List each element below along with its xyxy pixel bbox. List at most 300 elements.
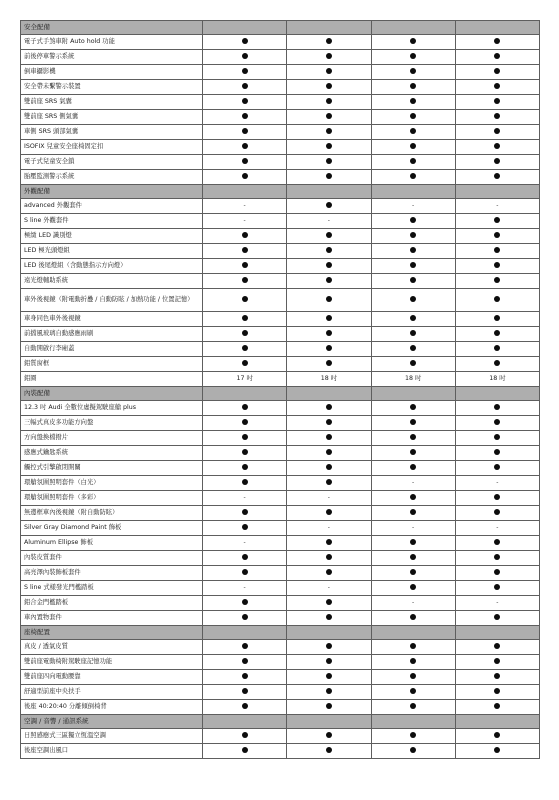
standard-dot-icon — [410, 554, 416, 560]
table-row — [21, 491, 540, 506]
standard-dot-icon — [410, 569, 416, 575]
standard-dot-icon — [494, 247, 500, 253]
value-cell — [287, 342, 371, 357]
standard-dot-icon — [326, 83, 332, 89]
feature-label: Silver Gray Diamond Paint 飾板 — [21, 521, 203, 536]
section-header — [21, 715, 540, 729]
standard-dot-icon — [494, 345, 500, 351]
standard-dot-icon — [410, 345, 416, 351]
section-header-cell — [371, 185, 455, 199]
standard-dot-icon — [326, 747, 332, 753]
feature-label: 車外後視鏡（附電動折疊 / 自動防眩 / 加熱功能 / 位置記憶） — [21, 289, 203, 312]
feature-label: 環艙氛圍照明套件（多彩） — [21, 491, 203, 506]
value-cell — [203, 80, 287, 95]
section-header-cell — [371, 626, 455, 640]
standard-dot-icon — [410, 262, 416, 268]
value-cell — [455, 155, 539, 170]
value-cell — [203, 50, 287, 65]
feature-label: 車內置物套件 — [21, 611, 203, 626]
section-header-cell — [455, 715, 539, 729]
value-cell — [371, 289, 455, 312]
feature-label: S line 式樣發光門檻踏板 — [21, 581, 203, 596]
table-row — [21, 214, 540, 229]
standard-dot-icon — [494, 217, 500, 223]
value-text: 17 吋 — [236, 375, 253, 383]
standard-dot-icon — [242, 404, 248, 410]
table-row — [21, 670, 540, 685]
table-row — [21, 50, 540, 65]
feature-label: 方向盤換檔撥片 — [21, 431, 203, 446]
value-cell — [203, 431, 287, 446]
standard-dot-icon — [494, 296, 500, 302]
feature-label: S line 外觀套件 — [21, 214, 203, 229]
value-cell — [455, 596, 539, 611]
standard-dot-icon — [242, 330, 248, 336]
value-cell — [371, 140, 455, 155]
value-cell — [371, 685, 455, 700]
standard-dot-icon — [326, 569, 332, 575]
value-cell — [203, 125, 287, 140]
value-cell — [455, 199, 539, 214]
value-cell — [203, 416, 287, 431]
value-cell — [371, 536, 455, 551]
not-available-mark: - — [412, 524, 415, 532]
value-cell — [287, 95, 371, 110]
value-cell — [371, 581, 455, 596]
value-cell — [455, 506, 539, 521]
value-cell — [455, 65, 539, 80]
value-cell — [203, 685, 287, 700]
value-cell — [455, 729, 539, 744]
value-cell — [287, 140, 371, 155]
value-cell — [371, 110, 455, 125]
standard-dot-icon — [494, 584, 500, 590]
value-cell — [287, 244, 371, 259]
value-cell — [203, 327, 287, 342]
standard-dot-icon — [326, 113, 332, 119]
feature-label: 極緻 LED 識別燈 — [21, 229, 203, 244]
feature-label: 車身同色車外後視鏡 — [21, 312, 203, 327]
section-header-cell — [203, 626, 287, 640]
standard-dot-icon — [326, 688, 332, 694]
standard-dot-icon — [242, 747, 248, 753]
not-available-mark: - — [496, 202, 499, 210]
standard-dot-icon — [494, 262, 500, 268]
value-cell — [371, 476, 455, 491]
value-cell — [371, 431, 455, 446]
value-cell — [455, 35, 539, 50]
value-cell — [287, 274, 371, 289]
value-cell — [371, 229, 455, 244]
standard-dot-icon — [494, 98, 500, 104]
standard-dot-icon — [410, 688, 416, 694]
table-row — [21, 357, 540, 372]
value-cell — [287, 596, 371, 611]
section-header-cell — [203, 21, 287, 35]
feature-label: ISOFIX 兒童安全座椅固定扣 — [21, 140, 203, 155]
standard-dot-icon — [410, 494, 416, 500]
standard-dot-icon — [494, 688, 500, 694]
value-cell — [455, 685, 539, 700]
standard-dot-icon — [410, 296, 416, 302]
table-row — [21, 566, 540, 581]
standard-dot-icon — [410, 277, 416, 283]
standard-dot-icon — [410, 703, 416, 709]
standard-dot-icon — [410, 173, 416, 179]
feature-label: 真皮 / 透氣皮質 — [21, 640, 203, 655]
not-available-mark: - — [327, 494, 330, 502]
standard-dot-icon — [242, 38, 248, 44]
not-available-mark: - — [412, 599, 415, 607]
value-text: 18 吋 — [404, 375, 422, 383]
value-cell — [203, 581, 287, 596]
standard-dot-icon — [326, 330, 332, 336]
standard-dot-icon — [326, 732, 332, 738]
value-cell — [287, 536, 371, 551]
feature-label: 雙前座電動椅附駕駛座記憶功能 — [21, 655, 203, 670]
value-cell — [287, 729, 371, 744]
feature-label: 鋁質窗框 — [21, 357, 203, 372]
value-cell — [203, 566, 287, 581]
section-header-cell — [455, 626, 539, 640]
section-header-cell — [287, 715, 371, 729]
standard-dot-icon — [410, 539, 416, 545]
feature-label: 觸控式引擎啟閉開關 — [21, 461, 203, 476]
not-available-mark: - — [243, 494, 246, 502]
table-row — [21, 685, 540, 700]
standard-dot-icon — [326, 479, 332, 485]
feature-label: 電子式兒童安全鎖 — [21, 155, 203, 170]
value-cell — [287, 491, 371, 506]
value-cell — [287, 461, 371, 476]
section-title: 內裝配備 — [21, 387, 203, 401]
standard-dot-icon — [494, 173, 500, 179]
value-cell — [371, 155, 455, 170]
standard-dot-icon — [326, 98, 332, 104]
section-header-cell — [371, 21, 455, 35]
value-cell — [203, 289, 287, 312]
table-row — [21, 155, 540, 170]
standard-dot-icon — [242, 614, 248, 620]
section-header — [21, 185, 540, 199]
value-cell — [287, 170, 371, 185]
standard-dot-icon — [410, 143, 416, 149]
standard-dot-icon — [242, 232, 248, 238]
value-cell — [455, 342, 539, 357]
section-title: 外觀配備 — [21, 185, 203, 199]
value-cell — [203, 476, 287, 491]
value-cell — [287, 446, 371, 461]
section-header-cell — [203, 387, 287, 401]
standard-dot-icon — [494, 360, 500, 366]
standard-dot-icon — [242, 277, 248, 283]
standard-dot-icon — [494, 277, 500, 283]
table-row — [21, 461, 540, 476]
standard-dot-icon — [494, 614, 500, 620]
value-cell — [371, 274, 455, 289]
standard-dot-icon — [242, 703, 248, 709]
value-cell — [455, 476, 539, 491]
standard-dot-icon — [326, 419, 332, 425]
value-cell — [287, 327, 371, 342]
value-cell — [455, 95, 539, 110]
value-cell — [371, 372, 455, 387]
table-row — [21, 476, 540, 491]
standard-dot-icon — [494, 494, 500, 500]
standard-dot-icon — [410, 53, 416, 59]
standard-dot-icon — [494, 449, 500, 455]
standard-dot-icon — [494, 703, 500, 709]
table-row — [21, 401, 540, 416]
value-cell — [203, 259, 287, 274]
value-cell — [287, 372, 371, 387]
standard-dot-icon — [326, 703, 332, 709]
value-cell — [371, 700, 455, 715]
value-cell — [371, 461, 455, 476]
standard-dot-icon — [494, 315, 500, 321]
standard-dot-icon — [326, 434, 332, 440]
standard-dot-icon — [242, 247, 248, 253]
standard-dot-icon — [326, 247, 332, 253]
standard-dot-icon — [494, 539, 500, 545]
value-cell — [287, 214, 371, 229]
section-header-cell — [455, 185, 539, 199]
not-available-mark: - — [243, 584, 246, 592]
standard-dot-icon — [242, 554, 248, 560]
value-cell — [371, 170, 455, 185]
feature-label: 遠光燈輔助系統 — [21, 274, 203, 289]
value-cell — [371, 596, 455, 611]
standard-dot-icon — [410, 247, 416, 253]
feature-label: 胎壓監測警示系統 — [21, 170, 203, 185]
standard-dot-icon — [242, 360, 248, 366]
value-cell — [203, 700, 287, 715]
standard-dot-icon — [494, 404, 500, 410]
standard-dot-icon — [494, 38, 500, 44]
table-row — [21, 700, 540, 715]
standard-dot-icon — [326, 143, 332, 149]
table-row — [21, 80, 540, 95]
feature-label: 舒適型前座中央扶手 — [21, 685, 203, 700]
value-cell — [287, 506, 371, 521]
value-cell — [455, 416, 539, 431]
standard-dot-icon — [326, 277, 332, 283]
table-row — [21, 289, 540, 312]
feature-label: 12.3 吋 Audi 全數位虛擬駕駛座艙 plus — [21, 401, 203, 416]
not-available-mark: - — [496, 479, 499, 487]
value-cell — [203, 446, 287, 461]
standard-dot-icon — [242, 419, 248, 425]
value-cell — [287, 50, 371, 65]
table-row — [21, 65, 540, 80]
standard-dot-icon — [242, 673, 248, 679]
feature-label: 鋁合金門檻踏板 — [21, 596, 203, 611]
feature-label: 感應式鑰匙系統 — [21, 446, 203, 461]
standard-dot-icon — [410, 509, 416, 515]
standard-dot-icon — [326, 53, 332, 59]
standard-dot-icon — [242, 599, 248, 605]
value-cell — [455, 140, 539, 155]
table-row — [21, 431, 540, 446]
standard-dot-icon — [326, 614, 332, 620]
section-header-cell — [455, 387, 539, 401]
table-row — [21, 372, 540, 387]
standard-dot-icon — [494, 464, 500, 470]
table-row — [21, 729, 540, 744]
standard-dot-icon — [494, 569, 500, 575]
value-cell — [455, 640, 539, 655]
value-cell — [371, 491, 455, 506]
standard-dot-icon — [410, 643, 416, 649]
standard-dot-icon — [410, 128, 416, 134]
value-cell — [287, 35, 371, 50]
table-row — [21, 274, 540, 289]
value-cell — [455, 80, 539, 95]
value-cell — [455, 214, 539, 229]
not-available-mark: - — [243, 539, 246, 547]
table-row — [21, 125, 540, 140]
value-cell — [371, 729, 455, 744]
standard-dot-icon — [242, 569, 248, 575]
value-cell — [371, 35, 455, 50]
standard-dot-icon — [326, 158, 332, 164]
table-row — [21, 327, 540, 342]
value-cell — [287, 357, 371, 372]
table-row — [21, 744, 540, 759]
table-row — [21, 259, 540, 274]
value-cell — [203, 670, 287, 685]
table-row — [21, 244, 540, 259]
value-cell — [371, 670, 455, 685]
value-cell — [371, 357, 455, 372]
value-cell — [287, 476, 371, 491]
feature-label: 雙前座四向電動腰靠 — [21, 670, 203, 685]
standard-dot-icon — [242, 345, 248, 351]
section-title: 安全配備 — [21, 21, 203, 35]
standard-dot-icon — [326, 539, 332, 545]
value-cell — [203, 506, 287, 521]
standard-dot-icon — [242, 464, 248, 470]
standard-dot-icon — [326, 315, 332, 321]
feature-label: 後座 40:20:40 分離傾倒椅背 — [21, 700, 203, 715]
feature-label: 電子式手煞車附 Auto hold 功能 — [21, 35, 203, 50]
value-cell — [455, 125, 539, 140]
value-cell — [287, 611, 371, 626]
standard-dot-icon — [410, 158, 416, 164]
not-available-mark: - — [327, 584, 330, 592]
value-cell — [203, 596, 287, 611]
value-cell — [371, 65, 455, 80]
value-cell — [455, 401, 539, 416]
value-cell — [203, 655, 287, 670]
standard-dot-icon — [494, 68, 500, 74]
value-cell — [287, 655, 371, 670]
value-cell — [371, 199, 455, 214]
feature-label: 無邊框車內後視鏡（附自動防眩） — [21, 506, 203, 521]
value-cell — [287, 312, 371, 327]
standard-dot-icon — [242, 509, 248, 515]
value-cell — [203, 140, 287, 155]
spec-table-body — [21, 21, 540, 759]
table-row — [21, 611, 540, 626]
standard-dot-icon — [242, 658, 248, 664]
section-header-cell — [287, 21, 371, 35]
value-cell — [371, 551, 455, 566]
value-cell — [371, 214, 455, 229]
feature-label: 內裝皮質套件 — [21, 551, 203, 566]
value-cell — [455, 581, 539, 596]
table-row — [21, 655, 540, 670]
standard-dot-icon — [326, 232, 332, 238]
value-cell — [287, 289, 371, 312]
table-row — [21, 536, 540, 551]
standard-dot-icon — [242, 315, 248, 321]
value-cell — [371, 312, 455, 327]
standard-dot-icon — [494, 330, 500, 336]
standard-dot-icon — [326, 360, 332, 366]
table-row — [21, 199, 540, 214]
value-cell — [371, 446, 455, 461]
value-cell — [371, 125, 455, 140]
value-cell — [287, 229, 371, 244]
value-cell — [455, 551, 539, 566]
feature-label: 雙前座 SRS 氣囊 — [21, 95, 203, 110]
feature-label: advanced 外觀套件 — [21, 199, 203, 214]
table-row — [21, 312, 540, 327]
value-cell — [287, 521, 371, 536]
standard-dot-icon — [410, 330, 416, 336]
section-header-cell — [203, 185, 287, 199]
not-available-mark: - — [412, 479, 415, 487]
value-cell — [455, 110, 539, 125]
standard-dot-icon — [494, 434, 500, 440]
standard-dot-icon — [410, 419, 416, 425]
standard-dot-icon — [242, 262, 248, 268]
value-cell — [455, 491, 539, 506]
standard-dot-icon — [494, 747, 500, 753]
standard-dot-icon — [242, 524, 248, 530]
value-cell — [203, 95, 287, 110]
standard-dot-icon — [494, 232, 500, 238]
standard-dot-icon — [326, 173, 332, 179]
value-cell — [203, 357, 287, 372]
standard-dot-icon — [326, 509, 332, 515]
value-cell — [455, 357, 539, 372]
value-cell — [371, 342, 455, 357]
standard-dot-icon — [242, 434, 248, 440]
value-cell — [203, 170, 287, 185]
not-available-mark: - — [412, 202, 415, 210]
standard-dot-icon — [410, 584, 416, 590]
standard-dot-icon — [242, 449, 248, 455]
table-row — [21, 140, 540, 155]
not-available-mark: - — [327, 217, 330, 225]
feature-label: 環艙氛圍照明套件（白光） — [21, 476, 203, 491]
value-cell — [287, 125, 371, 140]
standard-dot-icon — [242, 83, 248, 89]
value-cell — [455, 259, 539, 274]
value-cell — [371, 401, 455, 416]
value-cell — [287, 80, 371, 95]
value-cell — [455, 244, 539, 259]
value-cell — [455, 372, 539, 387]
value-cell — [203, 244, 287, 259]
section-header-cell — [287, 185, 371, 199]
standard-dot-icon — [494, 554, 500, 560]
value-cell — [287, 416, 371, 431]
value-cell — [287, 155, 371, 170]
standard-dot-icon — [326, 643, 332, 649]
